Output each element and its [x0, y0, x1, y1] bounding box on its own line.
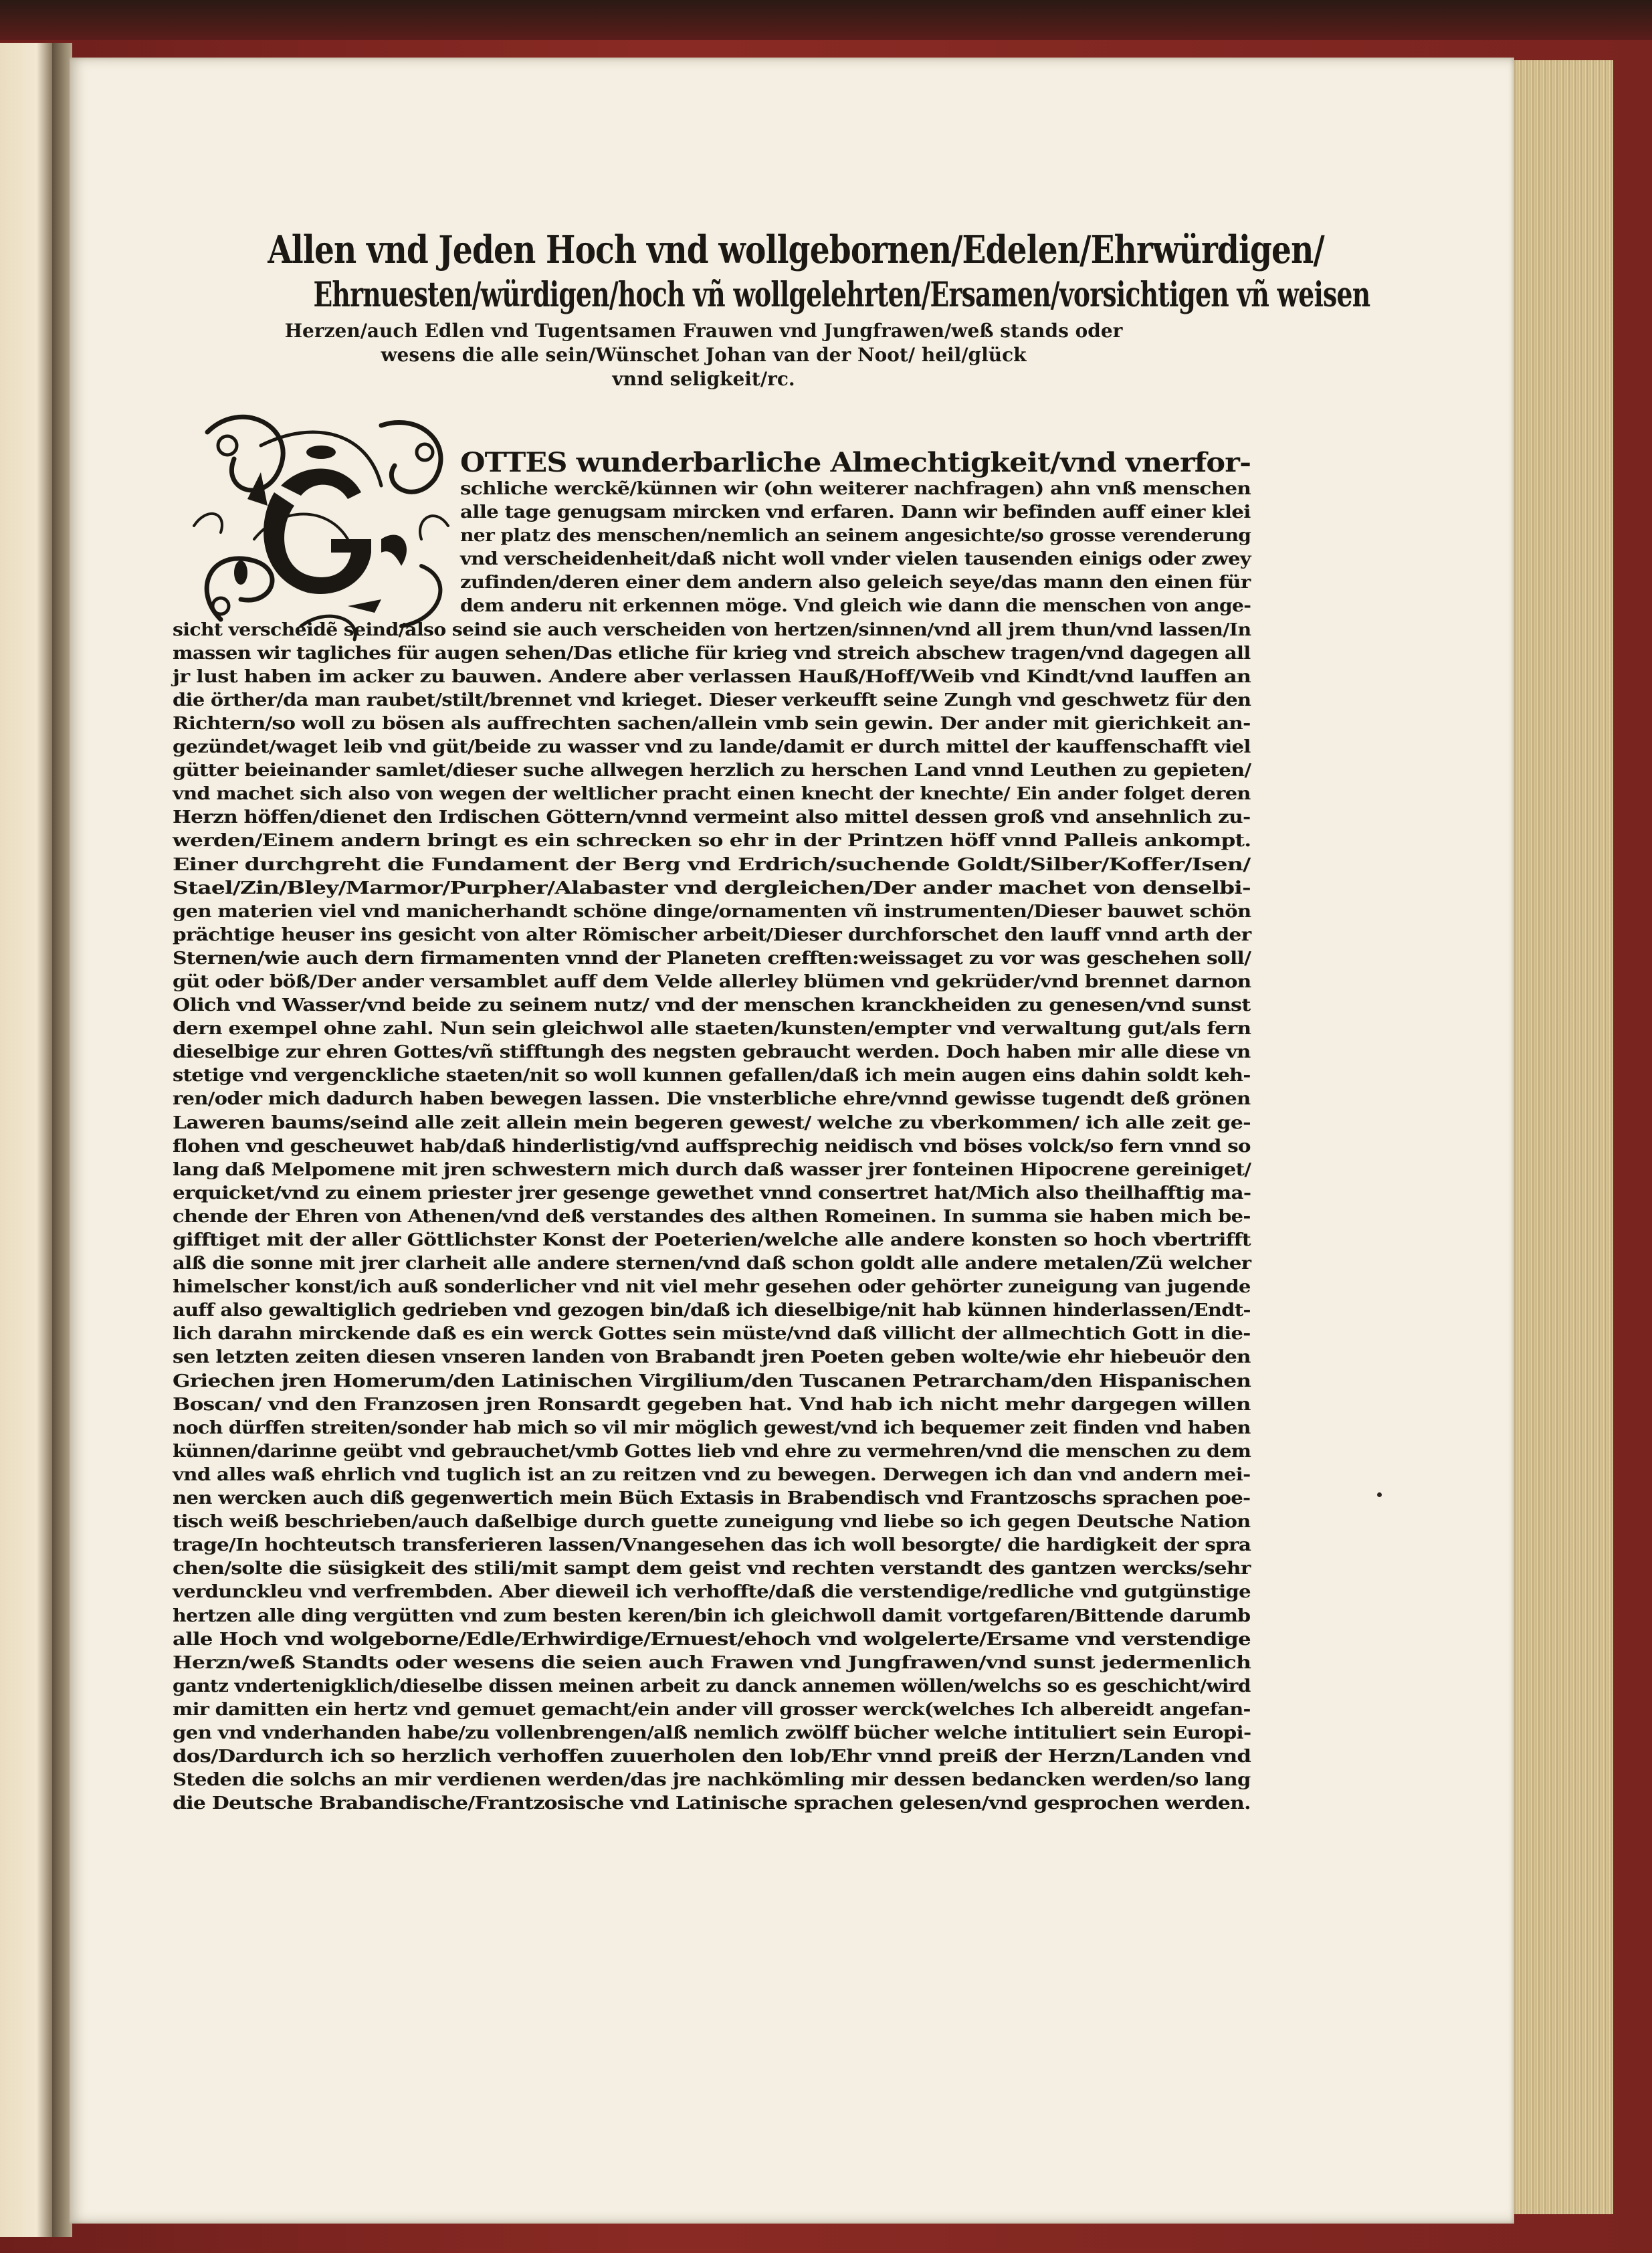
text-line: verdunckleu vnd verfrembden. Aber dieweil ich verhoffte/daß die verstendige/redliche vnd gutgünstige: [173, 1582, 1251, 1603]
text-line: güt oder böß/Der ander versamblet auff dem Velde allerley blümen vnd gekrüder/vnd brennet darnon: [173, 971, 1251, 992]
text-line: Richtern/so woll zu bösen als auffrechten sachen/allein vmb sein gewin. Der ander mit gierichkeit an-: [173, 713, 1251, 734]
text-line: chende der Ehren von Athenen/vnd deß verstandes des althen Romeinen. In summa sie haben mich be-: [173, 1206, 1251, 1227]
text-line: Steden die solchs an mir verdienen werden/das jre nachkömling mir dessen bedancken werden/so lang: [173, 1770, 1251, 1791]
text-line: lich darahn mirckende daß es ein werck Gottes sein müste/vnd daß villicht der allmechtich Gott in die-: [173, 1324, 1251, 1345]
text-line: auff also gewaltiglich gedrieben vnd gezogen bin/daß ich dieselbige/nit hab künnen hinderlassen/Endt-: [173, 1300, 1251, 1321]
text-line: sen letzten zeiten diesen vnseren landen von Brabandt jren Poeten geben wolte/wie ehr hiebeuör den: [173, 1347, 1251, 1368]
text-line: zufinden/deren einer dem andern also geleich seye/das mann den einen für: [460, 573, 1251, 593]
text-line: hertzen alle ding vergütten vnd zum besten keren/bin ich gleichwoll damit vortgefaren/Bittende darumb: [173, 1605, 1251, 1626]
text-line: alle Hoch vnd wolgeborne/Edle/Erhwirdige/Ernuest/ehoch vnd wolgelerte/Ersame vnd verstendige: [173, 1629, 1251, 1650]
left-page-edge: [0, 43, 52, 2237]
text-line: [173, 1816, 1251, 1839]
text-line: werden/Einem andern bringt es ein schrecken so ehr in der Printzen höff vnnd Palleis ankompt.: [173, 831, 1251, 852]
title-line-5: vnnd seligkeit/rc.: [612, 368, 795, 390]
text-line: dern exempel ohne zahl. Nun sein gleichwol alle staeten/kunsten/empter vnd verwaltung gut/als fern: [173, 1019, 1251, 1040]
text-line: Herzn/weß Standts oder wesens die seien auch Frawen vnd Jungfrawen/vnd sunst jedermenlich: [173, 1652, 1251, 1673]
text-line: Stael/Zin/Bley/Marmor/Purpher/Alabaster vnd dergleichen/Der ander machet von denselbi-: [173, 878, 1251, 898]
text-line: OTTES wunderbarliche Almechtigkeit/vnd vnerfor-: [460, 447, 1251, 478]
text-line: jr lust haben im acker zu bauwen. Andere aber verlassen Hauß/Hoff/Weib vnd Kindt/vnd lauffen an: [173, 666, 1251, 687]
text-line: dem anderu nit erkennen möge. Vnd gleich wie dann die menschen von ange-: [460, 596, 1251, 617]
text-line: gen vnd vnderhanden habe/zu vollenbrengen/alß nemlich zwölff bücher welche intituliert sein Europi-: [173, 1723, 1251, 1743]
text-line: lang daß Melpomene mit jren schwestern mich durch daß wasser jrer fonteinen Hipocrene gereiniget/: [173, 1159, 1251, 1180]
text-line: Boscan/ vnd den Franzosen jren Ronsardt gegeben hat. Vnd hab ich nicht mehr dargegen willen: [173, 1394, 1251, 1415]
dedication-title: [175, 227, 1370, 390]
text-line: flohen vnd gescheuwet hab/daß hinderlistig/vnd auffsprechig neidisch vnd böses volck/so fern vnnd so: [173, 1136, 1251, 1157]
text-line: Laweren baums/seind alle zeit allein mein begeren gewest/ welche zu vberkommen/ ich alle zeit ge-: [173, 1112, 1251, 1133]
text-line: stetige vnd vergenckliche staeten/nit so woll kunnen gefallen/daß ich mein augen eins dahin soldt keh-: [173, 1066, 1251, 1086]
text-line: alß die sonne mit jrer clarheit alle andere sternen/vnd daß schon goldt alle andere metalen/Zü welcher: [173, 1254, 1251, 1274]
text-line: vnd alles waß ehrlich vnd tuglich ist an zu reitzen vnd zu bewegen. Derwegen ich dan vnd andern mei-: [173, 1464, 1251, 1485]
text-line: schliche werckẽ/künnen wir (ohn weiterer nachfragen) ahn vnß menschen: [460, 479, 1251, 499]
text-line: dos/Dardurch ich so herzlich verhoffen zuuerholen den lob/Ehr vnnd preiß der Herzn/Landen vnd: [173, 1747, 1251, 1767]
text-line: gezündet/waget leib vnd güt/beide zu wasser vnd zu lande/damit er durch mittel der kauffenschafft viel: [173, 737, 1251, 758]
text-line: tisch weiß beschrieben/auch daßelbige durch guette zuneigung vnd liebe so ich gegen Deutsche Nation: [173, 1512, 1251, 1533]
text-line: gifftiget mit der aller Göttlichster Konst der Poeterien/welche alle andere konsten so hoch vbertrifft: [173, 1230, 1251, 1250]
text-line: Einer durchgreht die Fundament der Berg vnd Erdrich/suchende Goldt/Silber/Koffer/Isen/: [173, 854, 1251, 875]
text-line: sicht verscheidẽ seind/also seind sie auch verscheiden von hertzen/sinnen/vnd all jrem thun/vnd lassen/In: [173, 619, 1251, 640]
text-line: noch dürffen streiten/sonder hab mich so vil mir möglich gewest/vnd ich bequemer zeit finden vnd haben: [173, 1417, 1251, 1438]
cover-top-edge: [0, 0, 1652, 40]
text-line: prächtige heuser ins gesicht von alter Römischer arbeit/Dieser durchforschet den lauff vnnd arth der: [173, 924, 1251, 945]
title-line-3: Herzen/auch Edlen vnd Tugentsamen Frauwen vnd Jungfrawen/weß stands oder: [284, 320, 1123, 342]
text-line: die örther/da man raubet/stilt/brennet vnd krieget. Dieser verkeufft seine Zungh vnd geschwetz für den: [173, 690, 1251, 710]
text-line: die Deutsche Brabandische/Frantzosische vnd Latinische sprachen gelesen/vnd gesprochen werden.: [173, 1793, 1251, 1814]
text-line: erquicket/vnd zu einem priester jrer gesenge gewethet vnnd consertret hat/Mich also theilhafftig ma-: [173, 1183, 1251, 1203]
text-line: Olich vnd Wasser/vnd beide zu seinem nutz/ vnd der menschen kranckheiden zu genesen/vnd sunst: [173, 995, 1251, 1016]
title-line-2: Ehrnuesten/würdigen/hoch vñ wollgelehrten/Ersamen/vorsichtigen vñ weisen: [313, 275, 1370, 315]
text-line: dieselbige zur ehren Gottes/vñ stifftungh des negsten gebraucht werden. Doch haben mir alle diese vn: [173, 1042, 1251, 1063]
text-line: gütter beieinander samlet/dieser suche allwegen herzlich zu herschen Land vnnd Leuthen zu gepieten/: [173, 761, 1251, 781]
title-line-1: Allen vnd Jeden Hoch vnd wollgebornen/Edelen/Ehrwürdigen/: [268, 227, 1324, 272]
text-line: mir damitten ein hertz vnd gemuet gemacht/ein ander vill grosser werck(welches Ich albereidt angefan-: [173, 1699, 1251, 1720]
text-line: gen materien viel vnd manicherhandt schöne dinge/ornamenten vñ instrumenten/Dieser bauwet schön: [173, 901, 1251, 922]
text-line: trage/In hochteutsch transferieren lassen/Vnangesehen das ich woll besorgte/ die hardigkeit der spra: [173, 1535, 1251, 1556]
text-line: ner platz des menschen/nemlich an seinem angesichte/so grosse verenderung: [460, 526, 1251, 547]
text-line: Herzn höffen/dienet den Irdischen Göttern/vnnd vermeint also mittel dessen groß vnd ansehnlich zu-: [173, 807, 1251, 828]
text-line: vnd machet sich also von wegen der weltlicher pracht einen knecht der knechte/ Ein ander folget deren: [173, 784, 1251, 805]
text-line: nen wercken auch diß gegenwertich mein Büch Extasis in Brabendisch vnd Frantzoschs sprachen poe-: [173, 1488, 1251, 1509]
text-line: Sternen/wie auch dern firmamenten vnnd der Planeten crefften:weissaget zu vor was geschehen soll/: [173, 948, 1251, 969]
text-line: ren/oder mich dadurch haben bewegen lassen. Die vnsterbliche ehre/vnnd gewisse tugendt deß grönen: [173, 1089, 1251, 1110]
text-line: massen wir tagliches für augen sehen/Das etliche für krieg vnd streich abschew tragen/vnd dagegen all: [173, 643, 1251, 664]
text-line: künnen/darinne geübt vnd gebrauchet/vmb Gottes lieb vnd ehre zu vermehren/vnd die menschen zu dem: [173, 1441, 1251, 1462]
text-line: gantz vndertenigklich/dieselbe dissen meinen arbeit zu danck annemen wöllen/welchs so es geschicht/wird: [173, 1676, 1251, 1696]
text-line: Griechen jren Homerum/den Latinischen Virgilium/den Tuscanen Petrarcham/den Hispanischen: [173, 1371, 1251, 1391]
text-line: chen/solte die süsigkeit des stili/mit sampt dem geist vnd rechten verstandt des gantzen wercks/sehr: [173, 1559, 1251, 1579]
text-line: alle tage genugsam mircken vnd erfaren. Dann wir befinden auff einer klei: [460, 502, 1251, 523]
title-line-4: wesens die alle sein/Wünschet Johan van der Noot/ heil/glück: [381, 344, 1027, 366]
text-line: vnd verscheidenheit/daß nicht woll vnder vielen tausenden einigs oder zwey: [460, 549, 1251, 570]
body-text: [173, 448, 1251, 1839]
text-line: himelscher konst/ich auß sonderlicher vnd nit viel mehr gesehen oder gehörter zuneigung van jugende: [173, 1277, 1251, 1298]
